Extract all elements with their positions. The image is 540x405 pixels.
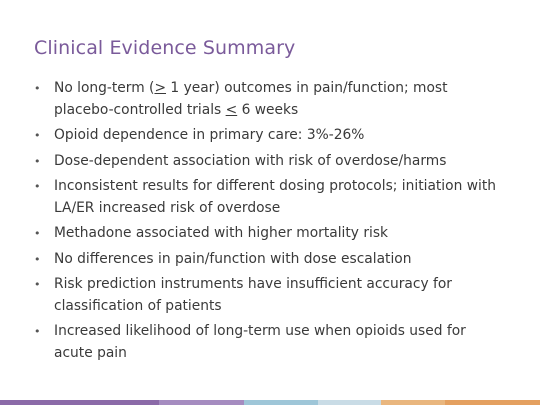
bullet-text: Increased likelihood of long-term use when opioids used for acute pain [54, 323, 466, 361]
bullet-text: No differences in pain/function with dose escalation [54, 250, 412, 267]
list-item [34, 176, 504, 219]
bullet-list [34, 78, 504, 368]
list-item [34, 249, 504, 271]
bullet-icon: • [34, 82, 41, 95]
list-item [34, 274, 504, 317]
bullet-icon: • [34, 278, 41, 291]
footer-segment [381, 400, 445, 405]
bullet-icon: • [34, 154, 41, 168]
bullet-icon: • [34, 325, 41, 338]
bullet-text: No long-term (> 1 year) outcomes in pain/function; most placebo-controlled trials < 6 weeks [54, 80, 448, 118]
footer-segment [244, 400, 318, 405]
footer-segment [318, 400, 382, 405]
bullet-icon: • [34, 180, 41, 193]
footer-segment [445, 400, 540, 405]
bullet-text: Dose-dependent association with risk of overdose/harms [54, 152, 447, 169]
list-item [34, 151, 504, 173]
footer-color-bar [0, 400, 540, 405]
footer-segment [0, 400, 159, 405]
page-title: Clinical Evidence Summary [34, 37, 296, 59]
bullet-icon: • [34, 227, 41, 240]
bullet-text: Methadone associated with higher mortality risk [54, 225, 389, 241]
list-item [34, 321, 504, 364]
list-item [34, 78, 504, 121]
bullet-text: Opioid dependence in primary care: 3%-26% [54, 127, 365, 143]
footer-segment [159, 400, 244, 405]
bullet-icon: • [34, 129, 41, 142]
list-item [34, 125, 504, 147]
bullet-text: Inconsistent results for different dosing protocols; initiation with LA/ER increased risk of overdose [54, 178, 496, 216]
list-item [34, 223, 504, 245]
bullet-icon: • [34, 252, 41, 266]
bullet-text: Risk prediction instruments have insufficient accuracy for classification of patients [54, 276, 452, 314]
